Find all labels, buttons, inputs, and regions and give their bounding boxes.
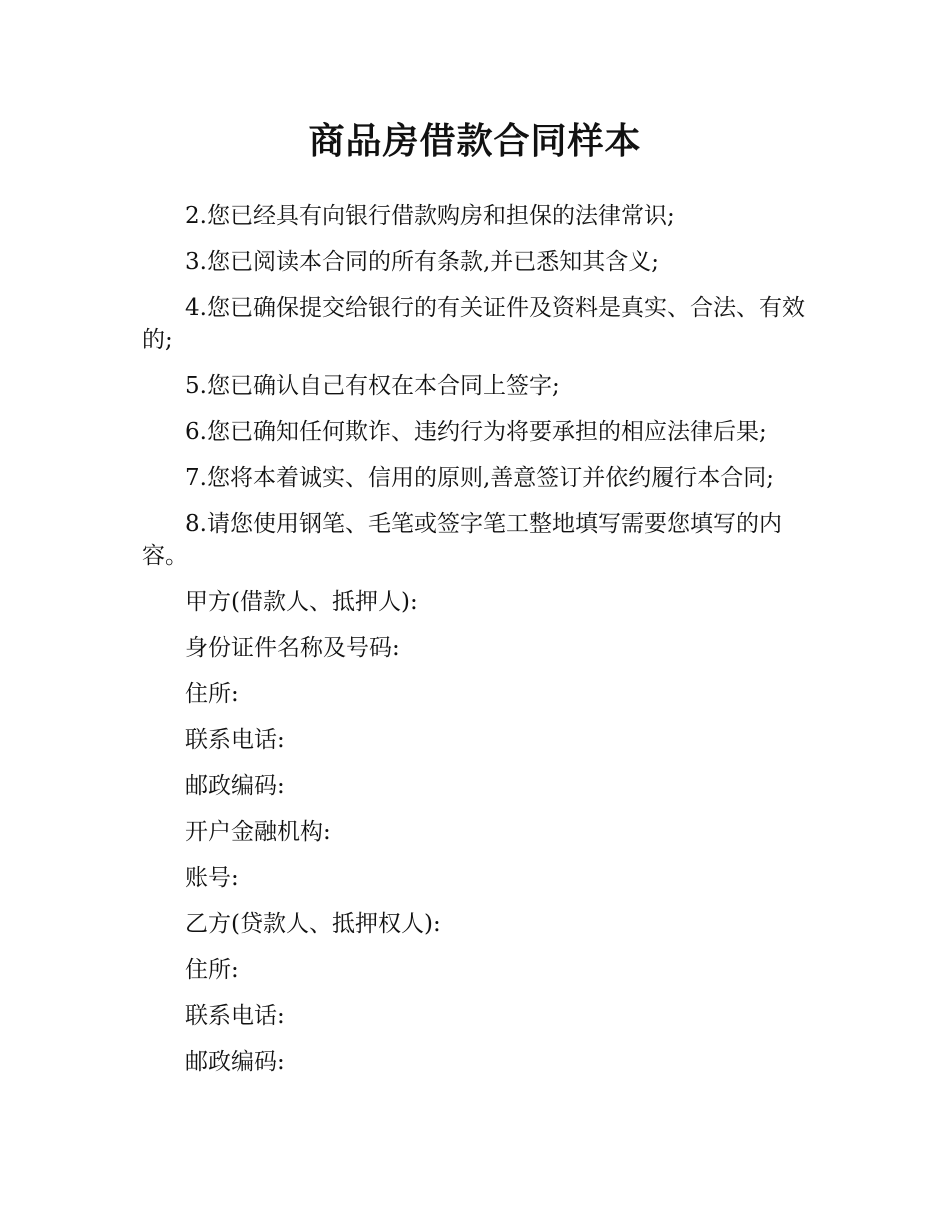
party-b-address-label: 住所: [185, 957, 239, 983]
party-a-bank-label: 开户金融机构: [185, 819, 331, 845]
clause-4: 4.您已确保提交给银行的有关证件及资料是真实、合法、有效的; [142, 295, 805, 353]
party-a-address-label: 住所: [185, 681, 239, 707]
document-body [142, 200, 818, 1092]
document-title: 商品房借款合同样本 [308, 121, 642, 162]
party-a-phone-label: 联系电话: [185, 727, 285, 753]
party-b-phone-label: 联系电话: [185, 1003, 285, 1029]
clause-3: 3.您已阅读本合同的所有条款,并已悉知其含义; [185, 249, 660, 275]
party-a-postcode-label: 邮政编码: [185, 773, 285, 799]
clause-7: 7.您将本着诚实、信用的原则,善意签订并依约履行本合同; [185, 465, 775, 491]
clause-5: 5.您已确认自己有权在本合同上签字; [185, 373, 560, 399]
clause-6: 6.您已确知任何欺诈、违约行为将要承担的相应法律后果; [185, 419, 767, 445]
party-b-heading: 乙方(贷款人、抵押权人): [185, 911, 441, 937]
party-b-postcode-label: 邮政编码: [185, 1049, 285, 1075]
party-a-account-label: 账号: [185, 865, 239, 891]
clause-2: 2.您已经具有向银行借款购房和担保的法律常识; [185, 203, 675, 229]
party-a-id-label: 身份证件名称及号码: [185, 635, 400, 661]
party-a-heading: 甲方(借款人、抵押人): [185, 589, 418, 615]
clause-8: 8.请您使用钢笔、毛笔或签字笔工整地填写需要您填写的内容。 [142, 511, 782, 569]
